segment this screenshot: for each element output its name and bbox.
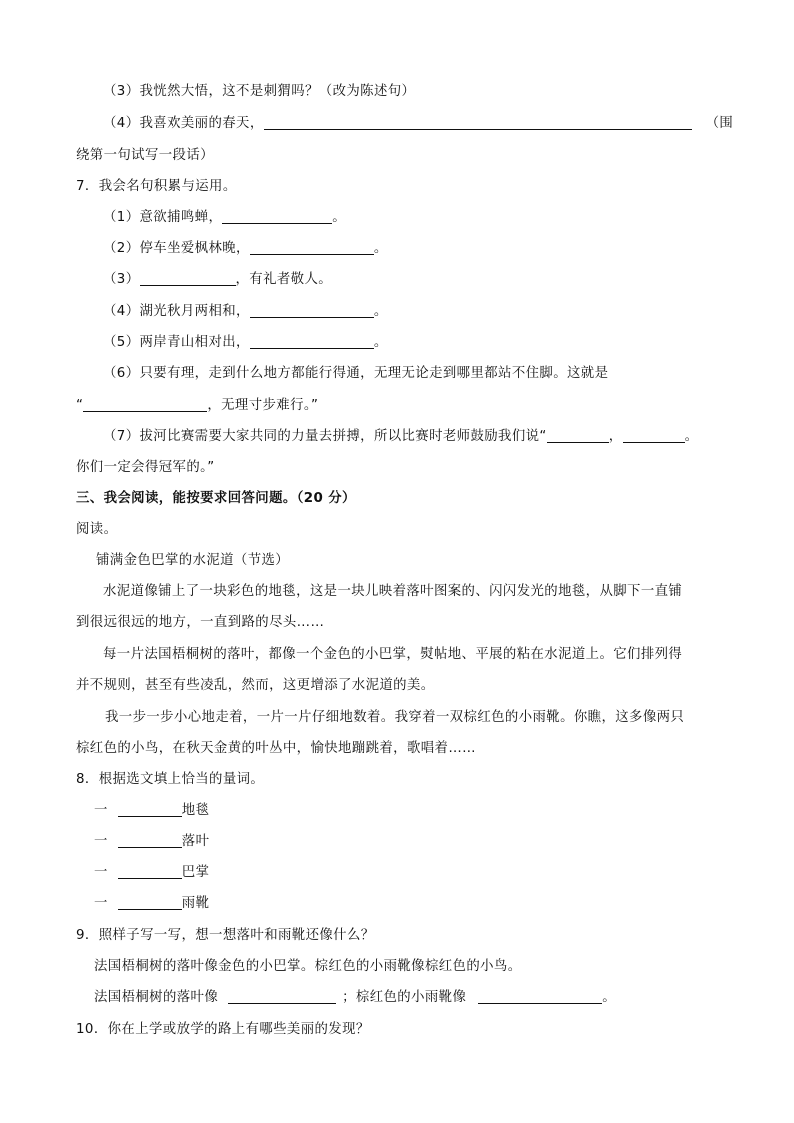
q7-item4 (103, 302, 388, 322)
section3-heading: 三、我会阅读，能按要求回答问题。（20 分） (76, 491, 356, 506)
q7-item5-text: （5）两岸青山相对出， (103, 335, 250, 350)
reading-intro: 阅读。 (76, 522, 118, 537)
q9-example: 法国梧桐树的落叶像金色的小巴掌。棕红色的小雨靴像棕红色的小鸟。 (94, 959, 522, 974)
passage-p1-line2: 到很远很远的地方，一直到路的尽头…… (76, 615, 325, 630)
q7-title: 7．我会名句积累与运用。 (76, 179, 237, 194)
q9-fill-line (94, 988, 616, 1008)
q7-item6-line2 (76, 396, 318, 416)
period: 。 (602, 990, 617, 1005)
numeral-one: 一 (94, 896, 108, 911)
passage-p3-line1: 我一步一步小心地走着，一片一片仔细地数着。我穿着一双棕红色的小雨靴。你瞧，这多像两只 (105, 710, 685, 725)
q7-item7-line1 (103, 427, 698, 447)
q8-row-1 (94, 801, 209, 821)
q8-word: 雨靴 (181, 896, 210, 911)
answer-blank[interactable] (264, 115, 692, 130)
passage-p1-line1: 水泥道像铺上了一块彩色的地毯，这是一块儿映着落叶图案的、闪闪发光的地毯，从脚下一直铺 (103, 584, 683, 599)
q7-item3-prefix: （3） (103, 272, 140, 287)
q10-title: 10．你在上学或放学的路上有哪些美丽的发现？ (76, 1022, 370, 1037)
q6-item4 (103, 114, 733, 134)
period: 。 (373, 304, 388, 319)
q8-row-4 (94, 894, 209, 914)
answer-blank[interactable] (228, 989, 336, 1004)
answer-blank[interactable] (118, 895, 182, 910)
answer-blank[interactable] (250, 303, 374, 318)
q8-word: 地毯 (181, 803, 210, 818)
q7-item6-text: ，无理寸步难行。” (207, 398, 319, 413)
q7-item4-text: （4）湖光秋月两相和， (103, 304, 250, 319)
comma: ， (608, 429, 623, 444)
numeral-one: 一 (94, 865, 108, 880)
q9-prompt-leaves: 法国梧桐树的落叶像 (94, 990, 219, 1005)
passage-p2-line1: 每一片法国梧桐树的落叶，都像一个金色的小巴掌，熨帖地、平展的粘在水泥道上。它们排列得 (103, 647, 683, 662)
open-quote: “ (76, 398, 84, 413)
passage-p3-line2: 棕红色的小鸟，在秋天金黄的叶丛中，愉快地蹦跳着，歌唱着…… (76, 741, 476, 756)
q7-item3-text: ，有礼者敬人。 (235, 272, 333, 287)
answer-blank[interactable] (118, 864, 182, 879)
passage-p2-line2: 并不规则，甚至有些凌乱，然而，这更增添了水泥道的美。 (76, 678, 435, 693)
q7-item5 (103, 333, 388, 353)
q8-title: 8．根据选文填上恰当的量词。 (76, 772, 265, 787)
period: 。 (373, 241, 388, 256)
q8-row-2 (94, 832, 209, 852)
q8-row-3 (94, 863, 209, 883)
q7-item1 (103, 208, 346, 228)
q8-word: 落叶 (181, 834, 210, 849)
answer-blank[interactable] (83, 397, 207, 412)
period: 。 (332, 210, 347, 225)
passage-title: 铺满金色巴掌的水泥道（节选） (96, 553, 290, 568)
q7-item6-line1: （6）只要有理，走到什么地方都能行得通，无理无论走到哪里都站不住脚。这就是 (103, 366, 609, 381)
q7-item7-line2: 你们一定会得冠军的。” (76, 460, 215, 475)
answer-blank[interactable] (250, 334, 374, 349)
answer-blank[interactable] (140, 271, 236, 286)
q7-item2-text: （2）停车坐爱枫林晚， (103, 241, 250, 256)
q8-word: 巴掌 (181, 865, 210, 880)
answer-blank[interactable] (222, 209, 332, 224)
answer-blank[interactable] (118, 833, 182, 848)
period: 。 (373, 335, 388, 350)
numeral-one: 一 (94, 834, 108, 849)
q7-item3 (103, 270, 332, 290)
q7-item2 (103, 239, 388, 259)
q6-item3: （3）我恍然大悟，这不是刺猬吗？（改为陈述句） (103, 84, 416, 99)
answer-blank[interactable] (623, 428, 685, 443)
numeral-one: 一 (94, 803, 108, 818)
answer-blank[interactable] (250, 240, 374, 255)
period: 。 (684, 429, 699, 444)
q7-item1-text: （1）意欲捕鸣蝉， (103, 210, 223, 225)
q6-item4-suffix: （围 (705, 116, 734, 131)
answer-blank[interactable] (547, 428, 609, 443)
q9-title: 9．照样子写一写，想一想落叶和雨靴还像什么？ (76, 928, 375, 943)
q9-prompt-boots: ；棕红色的小雨靴像 (342, 990, 467, 1005)
answer-blank[interactable] (118, 802, 182, 817)
q6-item4-continued: 绕第一句试写一段话） (76, 148, 214, 163)
answer-blank[interactable] (478, 989, 602, 1004)
q6-item4-prompt: （4）我喜欢美丽的春天， (103, 116, 264, 131)
q7-item7-text: （7）拔河比赛需要大家共同的力量去拼搏，所以比赛时老师鼓励我们说“ (103, 429, 547, 444)
